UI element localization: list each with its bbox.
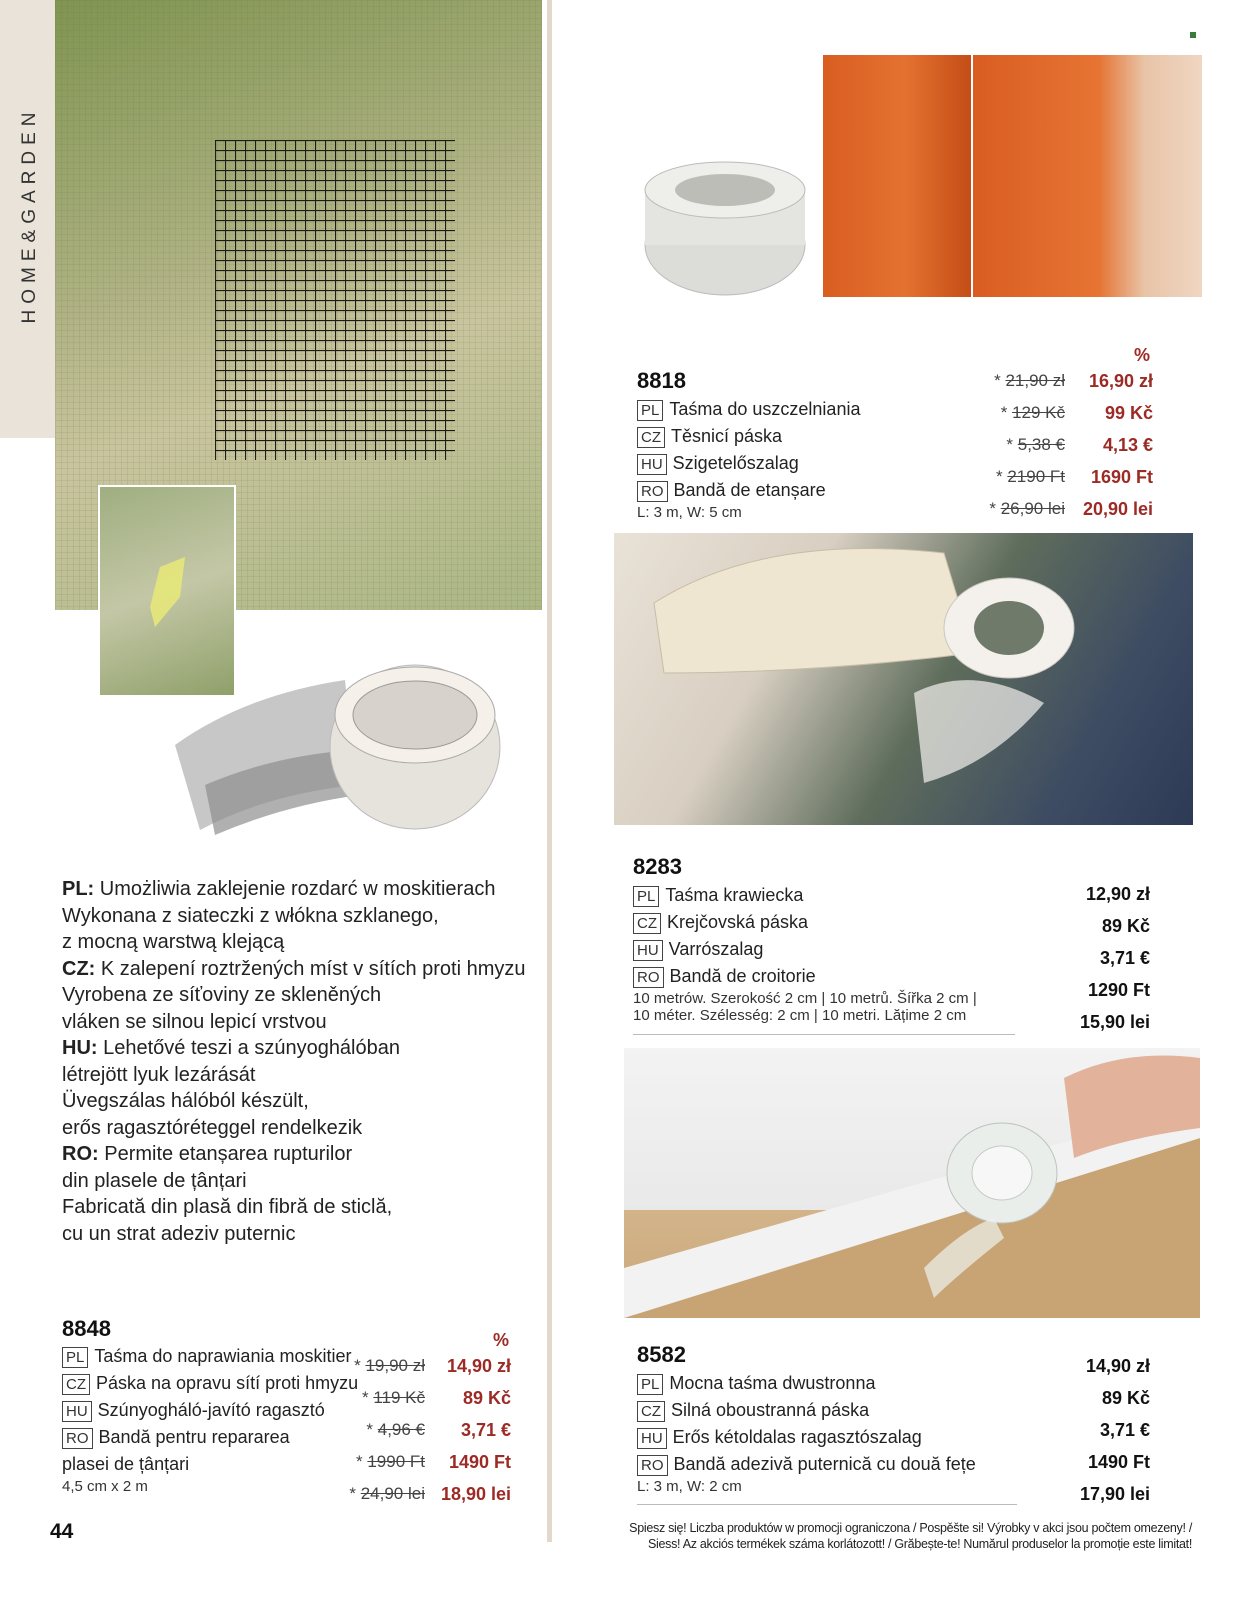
product-dimensions: 10 metrów. Szerokość 2 cm | 10 metrů. Šířka 2 cm | bbox=[633, 990, 977, 1007]
old-price: * 24,90 lei bbox=[349, 1484, 425, 1503]
name-row-cz bbox=[637, 1397, 976, 1424]
desc-line: Üvegszálas hálóból készült, bbox=[62, 1090, 309, 1112]
brand-mark-icon bbox=[1190, 32, 1196, 38]
page-number: 44 bbox=[50, 1520, 74, 1543]
desc-line: erős ragasztóréteggel rendelkezik bbox=[62, 1116, 363, 1139]
old-price: * 1990 Ft bbox=[356, 1452, 425, 1471]
desc-line: vláken se silnou lepicí vrstvou bbox=[62, 1010, 327, 1033]
discount-percent-icon: % bbox=[493, 1330, 510, 1350]
lang-tag: RO bbox=[637, 481, 668, 502]
price: 3,71 € bbox=[1099, 948, 1150, 968]
name-row-ro bbox=[637, 477, 860, 504]
section-title: HOME&GARDEN bbox=[19, 106, 40, 324]
old-prices-8848 bbox=[338, 1350, 425, 1510]
repair-tape-roll-photo bbox=[165, 655, 505, 840]
product-code-8283: 8283 bbox=[633, 854, 682, 879]
product-name: Erős kétoldalas ragasztószalag bbox=[672, 1427, 922, 1447]
price: 1490 Ft bbox=[1087, 1452, 1150, 1472]
price: 12,90 zł bbox=[1085, 884, 1150, 904]
product-name: Szigetelőszalag bbox=[672, 453, 799, 473]
name-row-cz bbox=[62, 1370, 358, 1397]
lang-tag: RO bbox=[633, 967, 664, 988]
lang-tag: CZ bbox=[637, 1401, 665, 1422]
pipe-sealing-hand-photo bbox=[973, 55, 1202, 297]
product-name: Taśma do uszczelniania bbox=[669, 399, 861, 419]
old-price: * 119 Kč bbox=[361, 1388, 425, 1407]
lang-tag: PL bbox=[637, 400, 663, 421]
desc-line: létrejött lyuk lezárását bbox=[62, 1063, 256, 1086]
lang-tag: HU bbox=[637, 454, 667, 475]
promo-disclaimer bbox=[580, 1520, 1192, 1552]
disclaimer-line: Spiesz się! Liczba produktów w promocji ograniczona / Pospěšte si! Výrobky v akci jsou počtem omezeny! / bbox=[629, 1521, 1192, 1535]
leaking-pipe-photo bbox=[823, 55, 971, 297]
column-divider bbox=[547, 0, 552, 1542]
name-row-hu bbox=[62, 1397, 358, 1424]
promo-price: 3,71 € bbox=[460, 1420, 511, 1440]
product-name: Taśma krawiecka bbox=[665, 885, 804, 905]
desc-line: Fabricată din plasă din fibră de sticlă, bbox=[62, 1196, 393, 1218]
lang-tag: CZ bbox=[62, 1374, 90, 1395]
product-code-8818: 8818 bbox=[637, 368, 686, 393]
promo-price: 18,90 lei bbox=[440, 1484, 511, 1504]
desc-line: HU: Lehetővé teszi a szúnyoghálóban bbox=[62, 1037, 400, 1059]
prices-8283 bbox=[1030, 878, 1150, 1038]
old-price: * 26,90 lei bbox=[989, 499, 1065, 518]
price: 89 Kč bbox=[1101, 916, 1150, 936]
double-tape-graphic bbox=[624, 1048, 1200, 1318]
price: 15,90 lei bbox=[1079, 1012, 1150, 1032]
name-row-pl bbox=[637, 396, 860, 423]
name-row-pl bbox=[62, 1343, 358, 1370]
name-row-ro bbox=[637, 1451, 976, 1478]
product-names-8283 bbox=[633, 882, 977, 1024]
product-code-8848: 8848 bbox=[62, 1316, 111, 1341]
new-prices-8818 bbox=[1060, 365, 1153, 525]
promo-price: 4,13 € bbox=[1102, 435, 1153, 455]
promo-price: 16,90 zł bbox=[1088, 371, 1153, 391]
old-price: * 4,96 € bbox=[366, 1420, 425, 1439]
iron-tape-graphic bbox=[614, 533, 1193, 825]
double-sided-tape-photo bbox=[624, 1048, 1200, 1318]
new-prices-8848 bbox=[425, 1350, 511, 1510]
lang-tag: RO bbox=[637, 1455, 668, 1476]
product-name: Bandă de croitorie bbox=[669, 966, 816, 986]
product-dimensions: L: 3 m, W: 2 cm bbox=[637, 1478, 742, 1495]
old-price: * 5,38 € bbox=[1006, 435, 1065, 454]
product-names-8848 bbox=[62, 1343, 358, 1495]
price: 3,71 € bbox=[1099, 1420, 1150, 1440]
price: 17,90 lei bbox=[1079, 1484, 1150, 1504]
prices-8582 bbox=[1030, 1350, 1150, 1510]
product-dimensions: L: 3 m, W: 5 cm bbox=[637, 504, 742, 521]
sealing-tape-roll-photo bbox=[640, 150, 810, 300]
name-row-ro bbox=[633, 963, 977, 990]
sealing-tape-graphic bbox=[640, 150, 810, 300]
disclaimer-line: Siess! Az akciós termékek száma korlátozott! / Grăbește-te! Numărul produselor la promoție este limitat! bbox=[647, 1537, 1192, 1551]
desc-line: Vyrobena ze síťoviny ze skleněných bbox=[62, 984, 382, 1006]
product-name: Varrószalag bbox=[668, 939, 764, 959]
product-name: Mocna taśma dwustronna bbox=[669, 1373, 876, 1393]
promo-price: 1490 Ft bbox=[448, 1452, 511, 1472]
promo-price: 20,90 lei bbox=[1082, 499, 1153, 519]
discount-percent-icon: % bbox=[1134, 345, 1151, 365]
desc-line: Wykonana z siateczki z włókna szklanego, bbox=[62, 904, 439, 927]
repair-tape-graphic bbox=[165, 655, 505, 840]
product-name: Bandă adezivă puternică cu două fețe bbox=[673, 1454, 976, 1474]
iron-sewing-tape-photo bbox=[614, 533, 1193, 825]
name-row-pl bbox=[637, 1370, 976, 1397]
promo-price: 14,90 zł bbox=[446, 1356, 511, 1376]
name-row-ro bbox=[62, 1424, 358, 1451]
name-row-pl bbox=[633, 882, 977, 909]
desc-line: din plasele de țânțari bbox=[62, 1169, 247, 1192]
product-name: Páska na opravu sítí proti hmyzu bbox=[96, 1373, 359, 1393]
product-name: Taśma do naprawiania moskitier bbox=[94, 1346, 352, 1366]
price: 89 Kč bbox=[1101, 1388, 1150, 1408]
lang-tag: HU bbox=[62, 1401, 92, 1422]
desc-line: PL: Umożliwia zaklejenie rozdarć w moskitierach bbox=[62, 878, 496, 900]
product-name: Bandă de etanșare bbox=[673, 480, 826, 500]
lang-tag: PL bbox=[633, 886, 659, 907]
desc-line: CZ: K zalepení roztržených míst v sítích proti hmyzu bbox=[62, 957, 526, 980]
product-name: Těsnicí páska bbox=[671, 426, 783, 446]
product-name: Krejčovská páska bbox=[667, 912, 809, 932]
old-price: * 19,90 zł bbox=[354, 1356, 425, 1375]
lang-tag: HU bbox=[633, 940, 663, 961]
lang-tag: PL bbox=[637, 1374, 663, 1395]
desc-line: RO: Permite etanșarea rupturilor bbox=[62, 1143, 353, 1165]
old-prices-8818 bbox=[960, 365, 1065, 525]
promo-price: 89 Kč bbox=[462, 1388, 511, 1408]
lang-tag: PL bbox=[62, 1347, 88, 1368]
name-row-cz bbox=[637, 423, 860, 450]
product-dimensions: 4,5 cm x 2 m bbox=[62, 1478, 148, 1495]
old-price: * 129 Kč bbox=[1000, 403, 1065, 422]
name-row-hu bbox=[637, 1424, 976, 1451]
lang-tag: CZ bbox=[633, 913, 661, 934]
product-description bbox=[62, 876, 542, 1247]
promo-price: 99 Kč bbox=[1104, 403, 1153, 423]
name-row-hu bbox=[637, 450, 860, 477]
price: 14,90 zł bbox=[1085, 1356, 1150, 1376]
product-name: Silná oboustranná páska bbox=[671, 1400, 870, 1420]
lang-tag: HU bbox=[637, 1428, 667, 1449]
desc-line: cu un strat adeziv puternic bbox=[62, 1222, 296, 1245]
product-name: Szúnyogháló-javító ragasztó bbox=[97, 1400, 325, 1420]
product-code-8582: 8582 bbox=[637, 1342, 686, 1367]
old-price: * 21,90 zł bbox=[994, 371, 1065, 390]
lang-tag: RO bbox=[62, 1428, 93, 1449]
product-dimensions: 10 méter. Szélesség: 2 cm | 10 metri. Lățime 2 cm bbox=[633, 1007, 967, 1024]
old-price: * 2190 Ft bbox=[996, 467, 1065, 486]
product-divider bbox=[633, 1034, 1015, 1035]
product-names-8582 bbox=[637, 1370, 976, 1495]
lang-tag: CZ bbox=[637, 427, 665, 448]
product-divider bbox=[637, 1504, 1017, 1505]
promo-price: 1690 Ft bbox=[1090, 467, 1153, 487]
product-name: Bandă pentru repararea bbox=[98, 1427, 290, 1447]
name-row-hu bbox=[633, 936, 977, 963]
desc-line: z mocną warstwą klejącą bbox=[62, 931, 285, 953]
price: 1290 Ft bbox=[1087, 980, 1150, 1000]
name-row-ro-cont: plasei de țânțari bbox=[62, 1454, 190, 1474]
product-names-8818 bbox=[637, 396, 860, 521]
name-row-cz bbox=[633, 909, 977, 936]
